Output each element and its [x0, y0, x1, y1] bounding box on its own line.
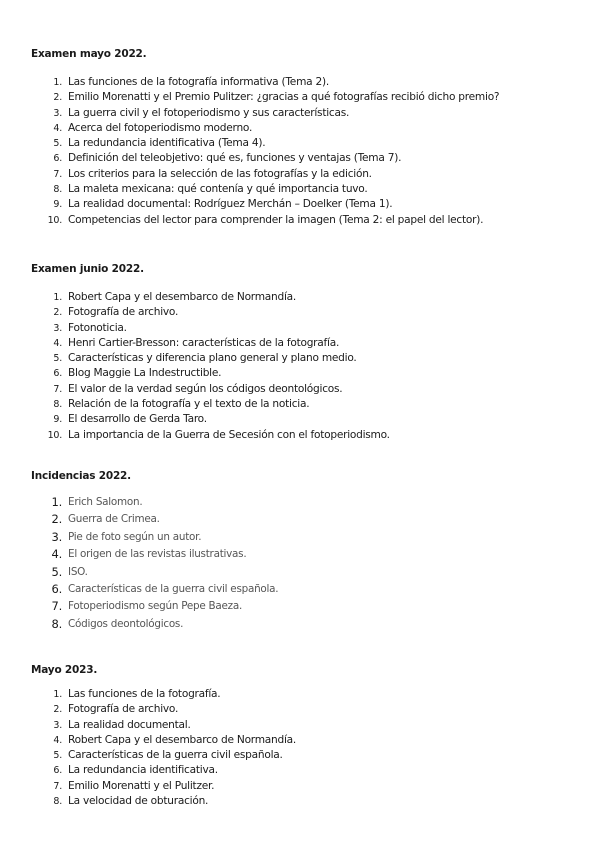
list-item-text: La redundancia identificativa. — [68, 764, 218, 777]
list-item-text: Acerca del fotoperiodismo moderno. — [68, 121, 253, 134]
list-item-number: 5. — [53, 138, 62, 150]
list-item-text: Definición del teleobjetivo: qué es, funciones y ventajas (Tema 7). — [68, 152, 402, 165]
list-item-text: El origen de las revistas ilustrativas. — [68, 548, 247, 561]
list-item-text: Emilio Morenatti y el Premio Pulitzer: ¿gracias a qué fotografías recibió dicho premio? — [68, 91, 500, 104]
list-item — [31, 687, 580, 702]
list-item-number: 7. — [51, 599, 62, 614]
list-item — [31, 412, 580, 427]
list-item-text: El valor de la verdad según los códigos deontológicos. — [68, 382, 343, 395]
list-item-text: Las funciones de la fotografía informativa (Tema 2). — [68, 76, 329, 88]
list-item-number: 8. — [53, 399, 62, 411]
list-item-number: 6. — [53, 153, 62, 165]
list-item-number: 4. — [53, 734, 62, 746]
list-item-text: La maleta mexicana: qué contenía y qué importancia tuvo. — [68, 183, 368, 196]
list-item — [31, 351, 580, 366]
list-item-number: 1. — [53, 689, 62, 700]
list-item-text: Robert Capa y el desembarco de Normandía. — [68, 733, 297, 746]
list-item-number: 4. — [53, 122, 62, 134]
list-item — [31, 182, 580, 197]
list-item — [31, 366, 580, 381]
list-item-text: Henri Cartier-Bresson: características de la fotografía. — [68, 336, 340, 349]
list-item-number: 9. — [53, 199, 62, 211]
list-item-text: La guerra civil y el fotoperiodismo y sus características. — [68, 106, 350, 119]
list-item — [31, 546, 580, 563]
list-item — [31, 75, 580, 90]
list-item-number: 9. — [53, 414, 62, 426]
list-item-number: 2. — [51, 512, 62, 527]
list-item-number: 10. — [47, 429, 62, 441]
question-list — [31, 687, 580, 809]
list-item — [31, 336, 580, 351]
list-item-text: Características de la guerra civil española. — [68, 749, 283, 762]
list-item-text: Relación de la fotografía y el texto de la noticia. — [68, 398, 310, 411]
list-item-number: 8. — [51, 616, 62, 631]
list-item-number: 7. — [53, 168, 62, 180]
list-item — [31, 382, 580, 397]
list-item-number: 1. — [53, 292, 62, 303]
list-item-number: 3. — [53, 107, 62, 119]
section-incidencias-2022 — [31, 468, 580, 633]
list-item-text: Las funciones de la fotografía. — [68, 688, 221, 700]
list-item-text: Blog Maggie La Indestructible. — [68, 367, 222, 380]
list-item-number: 3. — [53, 322, 62, 334]
section-examen-mayo-2022 — [31, 46, 580, 228]
list-item — [31, 529, 580, 546]
list-item-number: 2. — [53, 307, 62, 319]
list-item-text: Erich Salomon. — [68, 496, 143, 508]
list-item-text: Robert Capa y el desembarco de Normandía. — [68, 291, 297, 303]
list-item-number: 6. — [53, 368, 62, 380]
list-item-text: Guerra de Crimea. — [68, 513, 160, 526]
list-item-number: 5. — [53, 353, 62, 365]
list-item-number: 5. — [51, 564, 62, 579]
list-item — [31, 290, 580, 305]
list-item — [31, 763, 580, 778]
list-item — [31, 494, 580, 511]
list-item-text: El desarrollo de Gerda Taro. — [68, 413, 207, 426]
list-item — [31, 598, 580, 615]
list-item-text: La importancia de la Guerra de Secesión con el fotoperiodismo. — [68, 428, 390, 441]
list-item — [31, 616, 580, 633]
question-list — [31, 494, 580, 633]
list-item — [31, 90, 580, 105]
list-item-number: 2. — [53, 704, 62, 716]
list-item-number: 3. — [51, 529, 62, 544]
list-item-number: 1. — [51, 495, 62, 509]
section-examen-junio-2022 — [31, 261, 580, 443]
list-item-text: Características de la guerra civil española. — [68, 582, 279, 595]
list-item — [31, 718, 580, 733]
list-item-text: Emilio Morenatti y el Pulitzer. — [68, 779, 215, 792]
list-item — [31, 733, 580, 748]
section-heading: Examen mayo 2022. — [31, 48, 147, 60]
list-item — [31, 511, 580, 528]
list-item-number: 10. — [47, 214, 62, 226]
section-heading: Mayo 2023. — [31, 664, 98, 676]
list-item — [31, 136, 580, 151]
section-heading: Examen junio 2022. — [31, 263, 144, 275]
list-item-text: Fotonoticia. — [68, 321, 127, 334]
list-item-text: La redundancia identificativa (Tema 4). — [68, 137, 266, 150]
list-item-text: Características y diferencia plano general y plano medio. — [68, 352, 357, 365]
list-item-number: 4. — [51, 547, 62, 562]
list-item-number: 7. — [53, 780, 62, 792]
list-item — [31, 581, 580, 598]
list-item-number: 4. — [53, 337, 62, 349]
question-list — [31, 75, 580, 228]
list-item-text: La velocidad de obturación. — [68, 795, 209, 808]
list-item — [31, 794, 580, 809]
list-item — [31, 197, 580, 212]
list-item-number: 3. — [53, 719, 62, 731]
list-item-number: 6. — [53, 765, 62, 777]
list-item-number: 5. — [53, 750, 62, 762]
list-item-number: 6. — [51, 581, 62, 596]
list-item-text: Fotografía de archivo. — [68, 306, 179, 319]
section-mayo-2023 — [31, 662, 580, 809]
list-item — [31, 428, 580, 443]
list-item — [31, 702, 580, 717]
question-list — [31, 290, 580, 443]
list-item — [31, 213, 580, 228]
list-item — [31, 779, 580, 794]
list-item-number: 2. — [53, 92, 62, 104]
list-item-text: Los criterios para la selección de las fotografías y la edición. — [68, 167, 372, 180]
list-item — [31, 106, 580, 121]
list-item-text: Competencias del lector para comprender la imagen (Tema 2: el papel del lector). — [68, 213, 484, 226]
list-item — [31, 321, 580, 336]
list-item-number: 8. — [53, 184, 62, 196]
list-item-text: La realidad documental. — [68, 718, 191, 731]
list-item — [31, 748, 580, 763]
list-item — [31, 564, 580, 581]
list-item — [31, 397, 580, 412]
list-item-text: La realidad documental: Rodríguez Merchán – Doelker (Tema 1). — [68, 198, 393, 211]
list-item-text: Fotoperiodismo según Pepe Baeza. — [68, 600, 243, 613]
list-item — [31, 167, 580, 182]
list-item-number: 1. — [53, 77, 62, 88]
list-item — [31, 121, 580, 136]
list-item-text: Fotografía de archivo. — [68, 703, 179, 716]
list-item-number: 8. — [53, 796, 62, 808]
list-item-text: Pie de foto según un autor. — [68, 530, 202, 543]
list-item-text: ISO. — [68, 565, 88, 578]
list-item — [31, 305, 580, 320]
list-item-text: Códigos deontológicos. — [68, 617, 184, 630]
list-item-number: 7. — [53, 383, 62, 395]
list-item — [31, 151, 580, 166]
section-heading: Incidencias 2022. — [31, 470, 131, 482]
